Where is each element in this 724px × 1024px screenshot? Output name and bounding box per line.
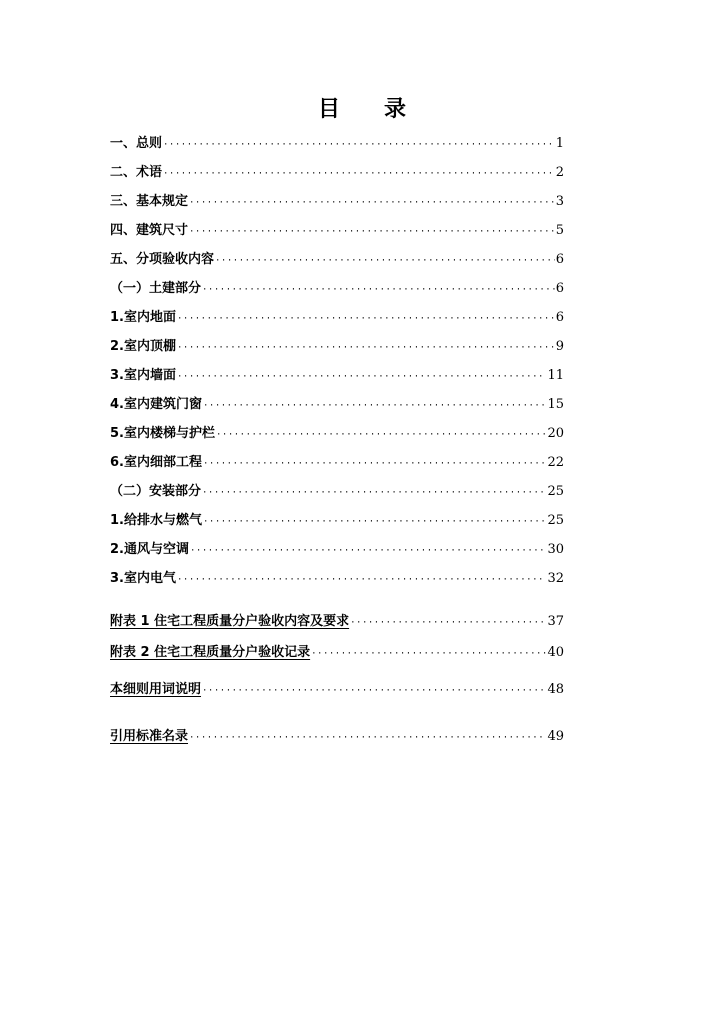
title-char-1: 目 [317,97,340,122]
toc-entry-label: 6.室内细部工程 [110,455,202,470]
toc-entry-electrical[interactable] [110,569,564,589]
toc-page-number: 6 [555,310,564,325]
toc-dot-leader [203,396,546,416]
toc-entry-indoor-ceiling[interactable] [110,337,564,357]
toc-dot-leader [177,309,555,329]
toc-entry-acceptance-content[interactable] [110,250,564,270]
toc-entry-label: 五、分项验收内容 [110,252,215,267]
toc-entry-terms[interactable] [110,163,564,183]
toc-dot-leader [189,728,546,748]
toc-entry-label: 本细则用词说明 [110,682,202,697]
toc-entry-civil-works[interactable] [110,279,564,299]
toc-entry-label: 5.室内楼梯与护栏 [110,426,215,441]
toc-dot-leader [203,512,546,532]
toc-page-number: 40 [547,645,564,660]
toc-entry-hvac[interactable] [110,540,564,560]
toc-page-number: 2 [555,165,564,180]
toc-entry-label: 2.通风与空调 [110,542,189,557]
toc-dot-leader [203,454,546,474]
toc-entry-wording-explanation[interactable] [110,680,564,700]
toc-dot-leader [177,367,546,387]
toc-dot-leader [202,280,555,300]
toc-entry-plumbing-gas[interactable] [110,511,564,531]
toc-entry-cited-standards[interactable] [110,727,564,747]
toc-page-number: 20 [547,426,564,441]
toc-page-number: 11 [547,368,564,383]
toc-page-number: 5 [555,223,564,238]
toc-dot-leader [190,541,546,561]
toc-dot-leader [189,222,555,242]
toc-dot-leader [189,193,555,213]
toc-dot-leader [350,613,546,633]
toc-dot-leader [163,164,555,184]
toc-entry-indoor-wall[interactable] [110,366,564,386]
toc-entry-indoor-floor[interactable] [110,308,564,328]
toc-page-number: 32 [547,571,564,586]
toc-entry-label: 2.室内顶棚 [110,339,176,354]
toc-dot-leader [202,483,546,503]
toc-entry-building-dimensions[interactable] [110,221,564,241]
toc-page-number: 3 [555,194,564,209]
toc-entry-appendix-1[interactable] [110,612,564,632]
toc-entry-label: 1.给排水与燃气 [110,513,202,528]
page-title [0,92,724,123]
toc-dot-leader [177,570,546,590]
toc-entry-label: （一）土建部分 [110,281,202,296]
toc-entry-label: （二）安装部分 [110,484,202,499]
toc-entry-label: 3.室内墙面 [110,368,176,383]
toc-entry-label: 引用标准名录 [110,729,189,744]
toc-page-number: 25 [547,484,564,499]
toc-page-number: 22 [547,455,564,470]
toc-entry-label: 二、术语 [110,165,163,180]
toc-entry-label: 3.室内电气 [110,571,176,586]
toc-entry-label: 四、建筑尺寸 [110,223,189,238]
toc-page-number: 9 [555,339,564,354]
toc-entry-doors-windows[interactable] [110,395,564,415]
toc-entry-installation[interactable] [110,482,564,502]
toc-entry-label: 三、基本规定 [110,194,189,209]
toc-entry-appendix-2[interactable] [110,643,564,663]
toc-page-number: 1 [555,136,564,151]
toc-page-number: 6 [555,281,564,296]
toc-dot-leader [177,338,555,358]
toc-entry-detail-works[interactable] [110,453,564,473]
toc-page-number: 25 [547,513,564,528]
toc-page-number: 6 [555,252,564,267]
toc-page-number: 37 [547,614,564,629]
toc-page-number: 15 [547,397,564,412]
toc-entry-label: 附表 2 住宅工程质量分户验收记录 [110,645,311,660]
toc-entry-stairs-railings[interactable] [110,424,564,444]
toc-page-number: 48 [547,682,564,697]
title-char-2: 录 [384,97,407,122]
toc-dot-leader [163,135,555,155]
toc-page-number: 49 [547,729,564,744]
toc-entry-label: 附表 1 住宅工程质量分户验收内容及要求 [110,614,350,629]
toc-entry-label: 1.室内地面 [110,310,176,325]
toc-dot-leader [215,251,555,271]
toc-entry-basic-rules[interactable] [110,192,564,212]
toc-dot-leader [216,425,546,445]
toc-page-number: 30 [547,542,564,557]
toc-entry-label: 一、总则 [110,136,163,151]
toc-entry-label: 4.室内建筑门窗 [110,397,202,412]
toc-dot-leader [202,681,546,701]
toc-entry-general[interactable] [110,134,564,154]
toc-dot-leader [311,644,546,664]
